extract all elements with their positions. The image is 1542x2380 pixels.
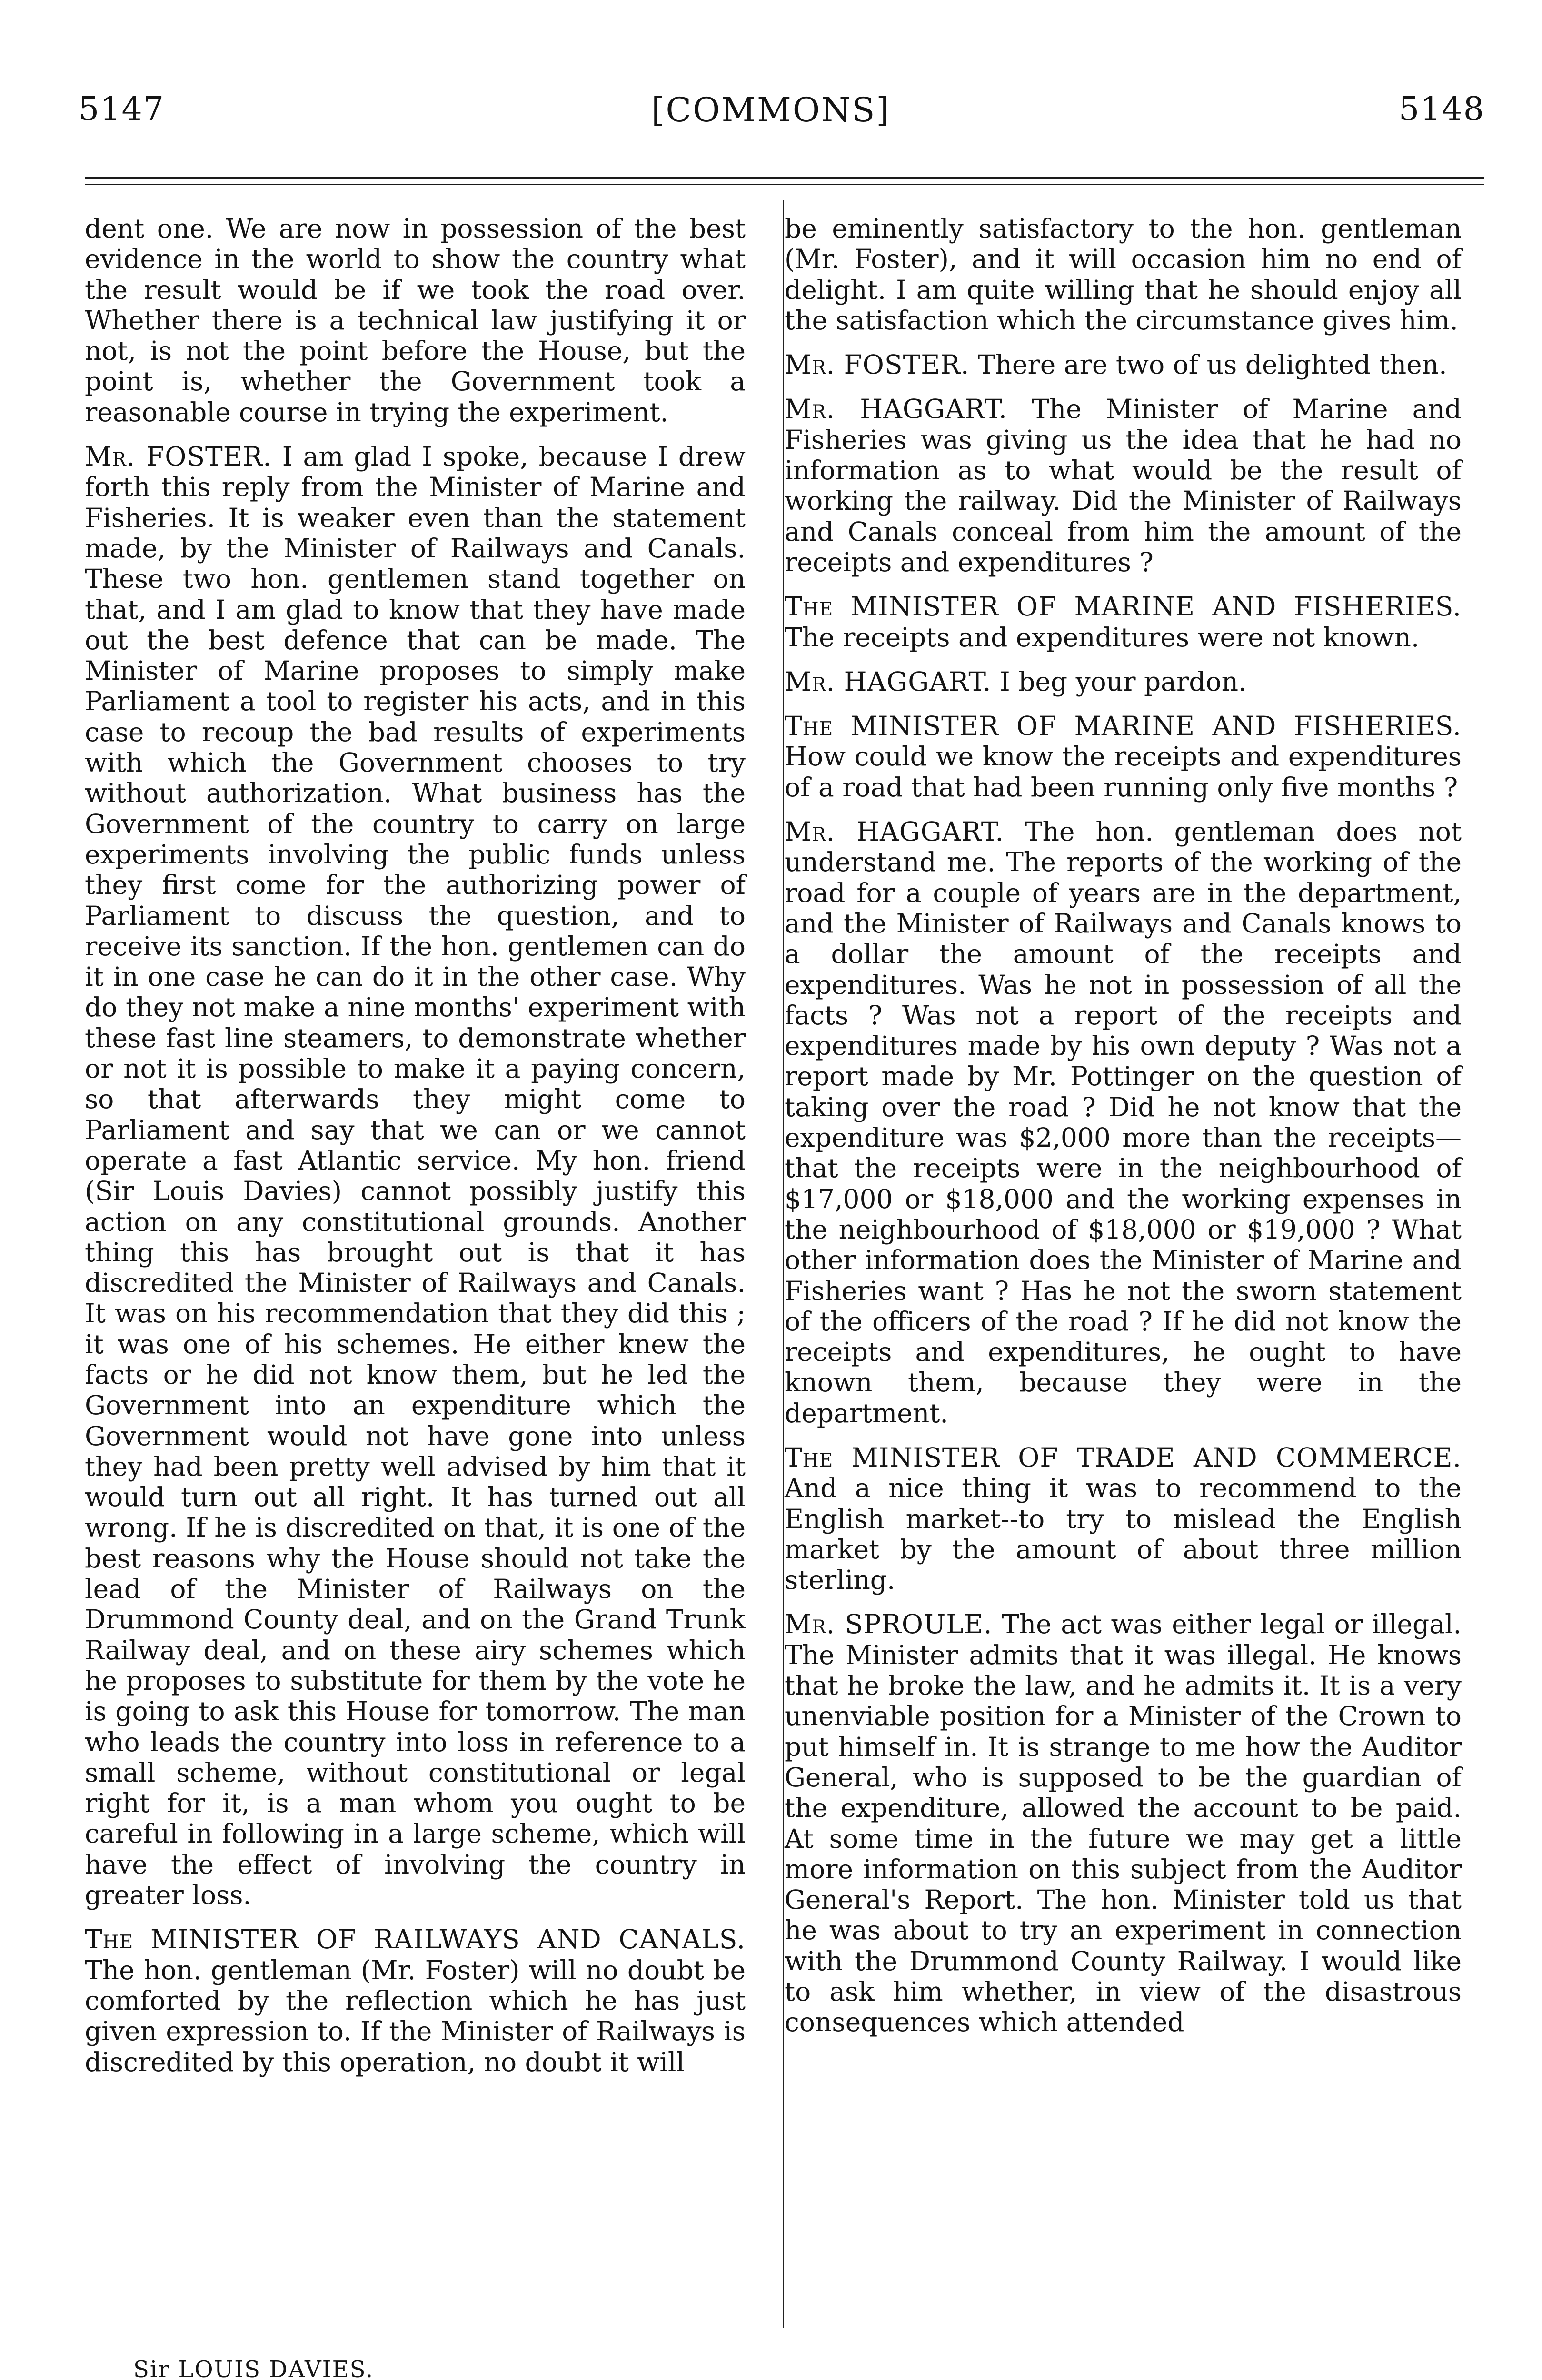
paragraph-text: The hon. gentleman does not understand me. The reports of the working of the road for a couple of years are in the department, and the Minister of Railways and Canals knows to a dollar the amount of the receipts and expenditures. Was he not in possession of all the facts ? Was not a report of the receipts and expenditures made by his own deputy ? Was not a report made by Mr. Pottinger on the question of taking over the road ? Did he not know that the expenditure was $2,000 more than the receipts—that the receipts were in the neighbourhood of $17,000 or $18,000 and the working expenses in the neighbourhood of $18,000 or $19,000 ? What other information does the Minister of Marine and Fisheries want ? Has he not the sworn statement of the officers of the road ? If he did not know the receipts and expenditures, he ought to have known them, because they were in the department. xyxy=(785,816,1462,1428)
speaker-name: The MINISTER OF TRADE AND COMMERCE. xyxy=(785,1442,1462,1473)
speaker-name: Mr. HAGGART. xyxy=(785,666,992,697)
header-rule xyxy=(85,177,1484,179)
speaker-name: Mr. SPROULE. xyxy=(785,1609,993,1640)
paragraph xyxy=(785,666,1462,697)
paragraph-text: The Minister of Marine and Fisheries was giving us the idea that he had no information as to what would be the result of working the railway. Did the Minister of Railways and Canals conceal from him the amount of the receipts and expenditures ? xyxy=(785,394,1462,577)
page-footer: Sir LOUIS DAVIES. xyxy=(133,2356,374,2380)
paragraph-text: And a nice thing it was to recommend to the English market--to try to mislead the English market by the amount of about three million sterling. xyxy=(785,1473,1462,1596)
speaker-name: Mr. FOSTER. xyxy=(785,349,970,380)
paragraph-text: I am glad I spoke, because I drew forth this reply from the Minister of Marine and Fisheries. It is weaker even than the statement made, by the Minister of Railways and Canals. These two hon. gentlemen stand together on that, and I am glad to know that they have made out the best defence that can be made. The Minister of Marine proposes to simply make Parliament a tool to register his acts, and in this case to recoup the bad results of experiments with which the Government chooses to try without authorization. What business has the Government of the country to carry on large experiments involving the public funds unless they first come for the authorizing power of Parliament to discuss the question, and to receive its sanction. If the hon. gentlemen can do it in one case he can do it in the other case. Why do they not make a nine months' experiment with these fast line steamers, to demonstrate whether or not it is possible to make it a paying concern, so that afterwards they might come to Parliament and say that we can or we cannot operate a fast Atlantic service. My hon. friend (Sir Louis Davies) cannot possibly justify this action on any constitutional grounds. Another thing this has brought out is that it has discredited the Minister of Railways and Canals. It was on his recommendation that they did this ; it was one of his schemes. He either knew the facts or he did not know them, but he led the Government into an expenditure which the Government would not have gone into unless they had been pretty well advised by him that it would turn out all right. It has turned out all wrong. If he is discredited on that, it is one of the best reasons why the House should not take the lead of the Minister of Railways on the Drummond County deal, and on the Grand Trunk Railway deal, and on these airy schemes which he proposes to substitute for them by the vote he is going to ask this House for tomorrow. The man who leads the country into loss in reference to a small scheme, without constitutional or legal right for it, is a man whom you ought to be careful in following in a large scheme, which will have the effect of involving the country in greater loss. xyxy=(85,441,746,1911)
paragraph-text: dent one. We are now in possession of the best evidence in the world to show the country what the result would be if we took the road over. Whether there is a technical law justifying it or not, is not the point before the House, but the point is, whether the Government took a reasonable course in trying the experiment. xyxy=(85,213,746,427)
speaker-name: The MINISTER OF RAILWAYS AND CANALS. xyxy=(85,1924,746,1955)
left-column xyxy=(85,213,746,2091)
paragraph xyxy=(785,1442,1462,1595)
left-page-number: 5147 xyxy=(79,90,165,128)
paragraph xyxy=(85,441,746,1910)
column-divider xyxy=(783,200,784,2328)
paragraph xyxy=(785,394,1462,577)
paragraph-text: be eminently satisfactory to the hon. gentleman (Mr. Foster), and it will occasion him no end of delight. I am quite willing that he should enjoy all the satisfaction which the circumstance gives him. xyxy=(785,213,1462,336)
header-title: [COMMONS] xyxy=(651,90,891,129)
speaker-name: The MINISTER OF MARINE AND FISHERIES. xyxy=(785,591,1462,622)
speaker-name: Mr. HAGGART. xyxy=(785,816,1004,847)
paragraph-text: The hon. gentleman (Mr. Foster) will no doubt be comforted by the reflection which he has just given expression to. If the Minister of Railways is discredited by this operation, no doubt it will xyxy=(85,1954,746,2077)
right-page-number: 5148 xyxy=(1398,90,1485,128)
paragraph xyxy=(785,591,1462,653)
paragraph xyxy=(85,1924,746,2077)
speaker-name: The MINISTER OF MARINE AND FISHERIES. xyxy=(785,711,1462,742)
speaker-name: Mr. HAGGART. xyxy=(785,394,1008,425)
paragraph xyxy=(785,711,1462,803)
speaker-name: Mr. FOSTER. xyxy=(85,441,272,472)
paragraph-text: How could we know the receipts and expenditures of a road that had been running only five months ? xyxy=(785,741,1462,803)
header-rule-thin xyxy=(85,184,1484,185)
right-column xyxy=(785,213,1462,2052)
paragraph xyxy=(785,816,1462,1428)
paragraph-text: There are two of us delighted then. xyxy=(977,349,1447,380)
paragraph xyxy=(85,213,746,427)
paragraph-text: The act was either legal or illegal. The Minister admits that it was illegal. He knows that he broke the law, and he admits it. It is a very unenviable position for a Minister of the Crown to put himself in. It is strange to me how the Auditor General, who is supposed to be the guardian of the expenditure, allowed the account to be paid. At some time in the future we may get a little more information on this subject from the Auditor General's Report. The hon. Minister told us that he was about to try an experiment in connection with the Drummond County Railway. I would like to ask him whether, in view of the disastrous consequences which attended xyxy=(785,1609,1462,2038)
page-header xyxy=(0,90,1542,148)
paragraph-text: The receipts and expenditures were not known. xyxy=(785,622,1420,653)
paragraph-text: I beg your pardon. xyxy=(999,666,1247,697)
paragraph xyxy=(785,213,1462,336)
paragraph xyxy=(785,1609,1462,2037)
paragraph xyxy=(785,349,1462,380)
